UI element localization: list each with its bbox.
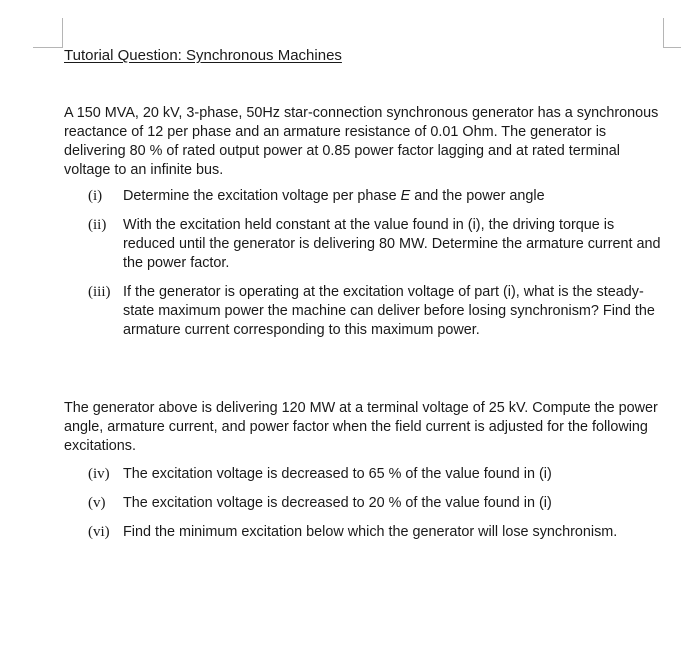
question-vi — [88, 523, 663, 542]
question-number: (ii) — [88, 217, 107, 233]
question-number: (iii) — [88, 284, 111, 300]
question-number: (i) — [88, 188, 103, 204]
question-text: With the excitation held constant at the value found in (i), the driving torque is reduced until the generator is delivering 80 MW. Determine the armature current and the power factor. — [123, 217, 661, 271]
question-text: The excitation voltage is decreased to 65 % of the value found in (i) — [123, 466, 552, 482]
question-number: (vi) — [88, 524, 110, 540]
intro-paragraph: A 150 MVA, 20 kV, 3-phase, 50Hz star-connection synchronous generator has a synchronous reactance of 12 per phase and an armature resistance of 0.01 Ohm. The generator is delivering 80 % of rated output power at 0.85 power factor lagging and at rated terminal voltage to an infinite bus. — [64, 105, 659, 178]
crop-mark-top-right-vertical — [663, 18, 664, 48]
question-i — [88, 187, 663, 206]
question-ii — [88, 216, 663, 273]
question-text: If the generator is operating at the excitation voltage of part (i), what is the steady-state maximum power the machine can deliver before losing synchronism? Find the armature current corresponding to this maximum power. — [123, 284, 655, 338]
document-title: Tutorial Question: Synchronous Machines — [64, 47, 342, 64]
question-iii — [88, 283, 663, 340]
question-v — [88, 494, 663, 513]
second-paragraph: The generator above is delivering 120 MW at a terminal voltage of 25 kV. Compute the power angle, armature current, and power factor when the field current is adjusted for the following excitations. — [64, 400, 658, 454]
question-iv — [88, 465, 663, 484]
question-number: (v) — [88, 495, 106, 511]
question-text: The excitation voltage is decreased to 20 % of the value found in (i) — [123, 495, 552, 511]
question-text: Determine the excitation voltage per phase E and the power angle — [123, 188, 545, 204]
crop-mark-top-left-horizontal — [33, 47, 63, 48]
question-text: Find the minimum excitation below which the generator will lose synchronism. — [123, 524, 618, 540]
crop-mark-top-left-vertical — [62, 18, 63, 48]
question-number: (iv) — [88, 466, 110, 482]
crop-mark-top-right-horizontal — [663, 47, 681, 48]
